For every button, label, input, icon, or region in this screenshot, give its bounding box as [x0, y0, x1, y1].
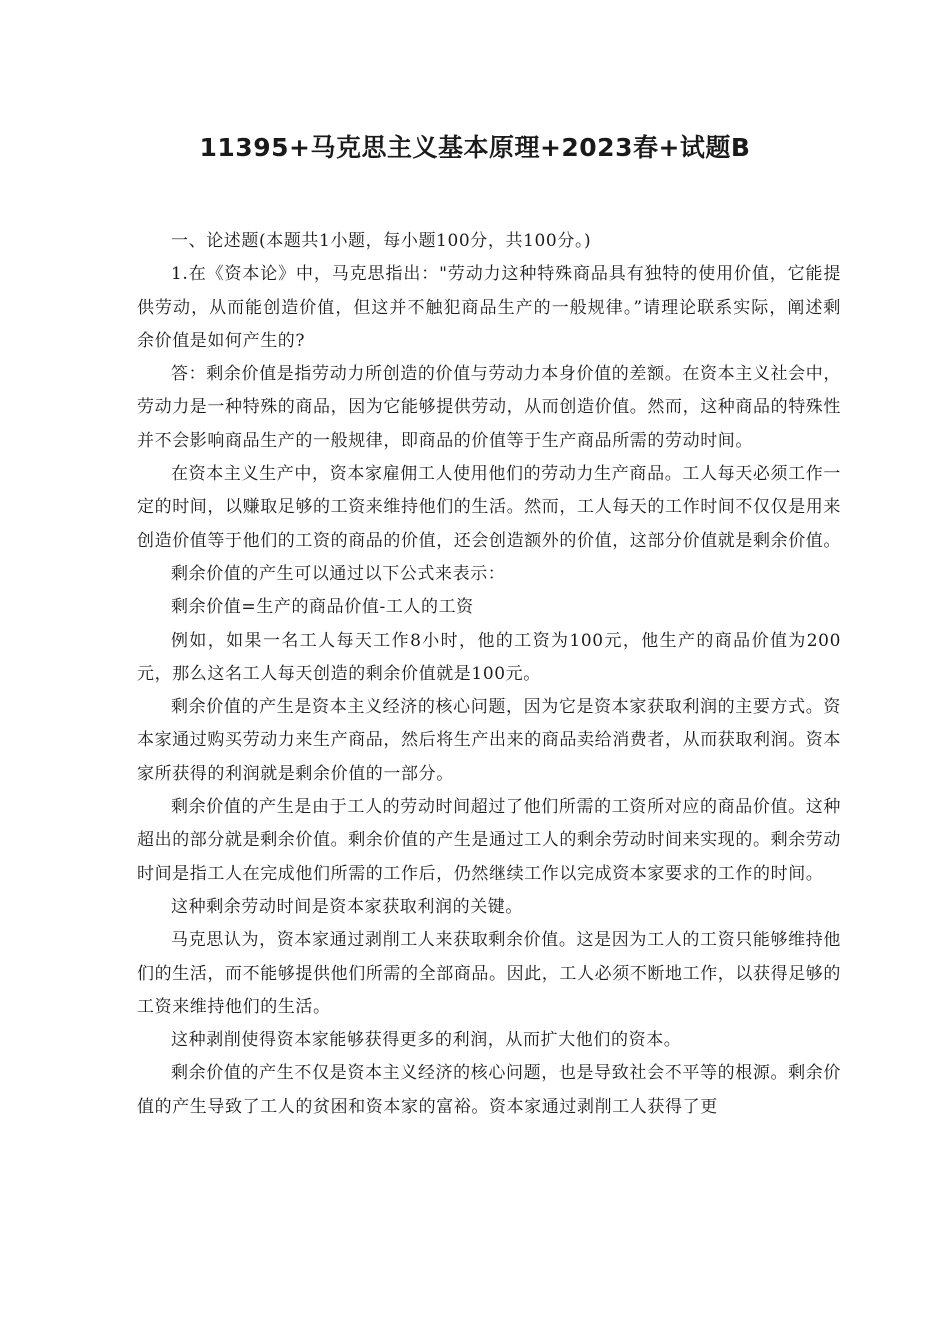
body-paragraph: 剩余价值的产生不仅是资本主义经济的核心问题，也是导致社会不平等的根源。剩余价值的产生导致了工人的贫困和资本家的富裕。资本家通过剥削工人获得了更: [137, 1063, 841, 1117]
section-heading: 一、论述题(本题共1小题，每小题100分，共100分。): [171, 231, 592, 251]
document-title: 11395+马克思主义基本原理+2023春+试题B: [199, 133, 751, 162]
body-paragraph: 剩余价值的产生是由于工人的劳动时间超过了他们所需的工资所对应的商品价值。这种超出的部分就是剩余价值。剩余价值的产生是通过工人的剩余劳动时间来实现的。剩余劳动时间是指工人在完成他们所需的工作后，仍然继续工作以完成资本家要求的工作的时间。: [137, 797, 841, 884]
body-paragraph: 这种剥削使得资本家能够获得更多的利润，从而扩大他们的资本。: [171, 1030, 682, 1051]
answer-paragraph: 答：剩余价值是指劳动力所创造的价值与劳动力本身价值的差额。在资本主义社会中，劳动力是一种特殊的商品，因为它能够提供劳动，从而创造价值。然而，这种商品的特殊性并不会影响商品生产的一般规律，即商品的价值等于生产商品所需的劳动时间。: [137, 364, 841, 451]
body-paragraph: 剩余价值的产生是资本主义经济的核心问题，因为它是资本家获取利润的主要方式。资本家通过购买劳动力来生产商品，然后将生产出来的商品卖给消费者，从而获取利润。资本家所获得的利润就是剩余价值的一部分。: [137, 697, 841, 784]
formula-line: 剩余价值=生产的商品价值-工人的工资: [171, 597, 474, 618]
body-paragraph: 剩余价值的产生可以通过以下公式来表示：: [171, 563, 506, 584]
body-paragraph: 在资本主义生产中，资本家雇佣工人使用他们的劳动力生产商品。工人每天必须工作一定的时间，以赚取足够的工资来维持他们的生活。然而，工人每天的工作时间不仅仅是用来创造价值等于他们的工资的商品的价值，还会创造额外的价值，这部分价值就是剩余价值。: [137, 464, 841, 551]
question-text: 1.在《资本论》中，马克思指出："劳动力这种特殊商品具有独特的使用价值，它能提供劳动，从而能创造价值，但这并不触犯商品生产的一般规律。”请理论联系实际，阐述剩余价值是如何产生的?: [137, 264, 841, 351]
document-body: [137, 225, 841, 1124]
body-paragraph: 马克思认为，资本家通过剥削工人来获取剩余价值。这是因为工人的工资只能够维持他们的生活，而不能够提供他们所需的全部商品。因此，工人必须不断地工作，以获得足够的工资来维持他们的生活。: [137, 930, 841, 1017]
body-paragraph: 这种剩余劳动时间是资本家获取利润的关键。: [171, 896, 523, 917]
example-paragraph: 例如，如果一名工人每天工作8小时，他的工资为100元，他生产的商品价值为200元，那么这名工人每天创造的剩余价值就是100元。: [137, 630, 841, 684]
